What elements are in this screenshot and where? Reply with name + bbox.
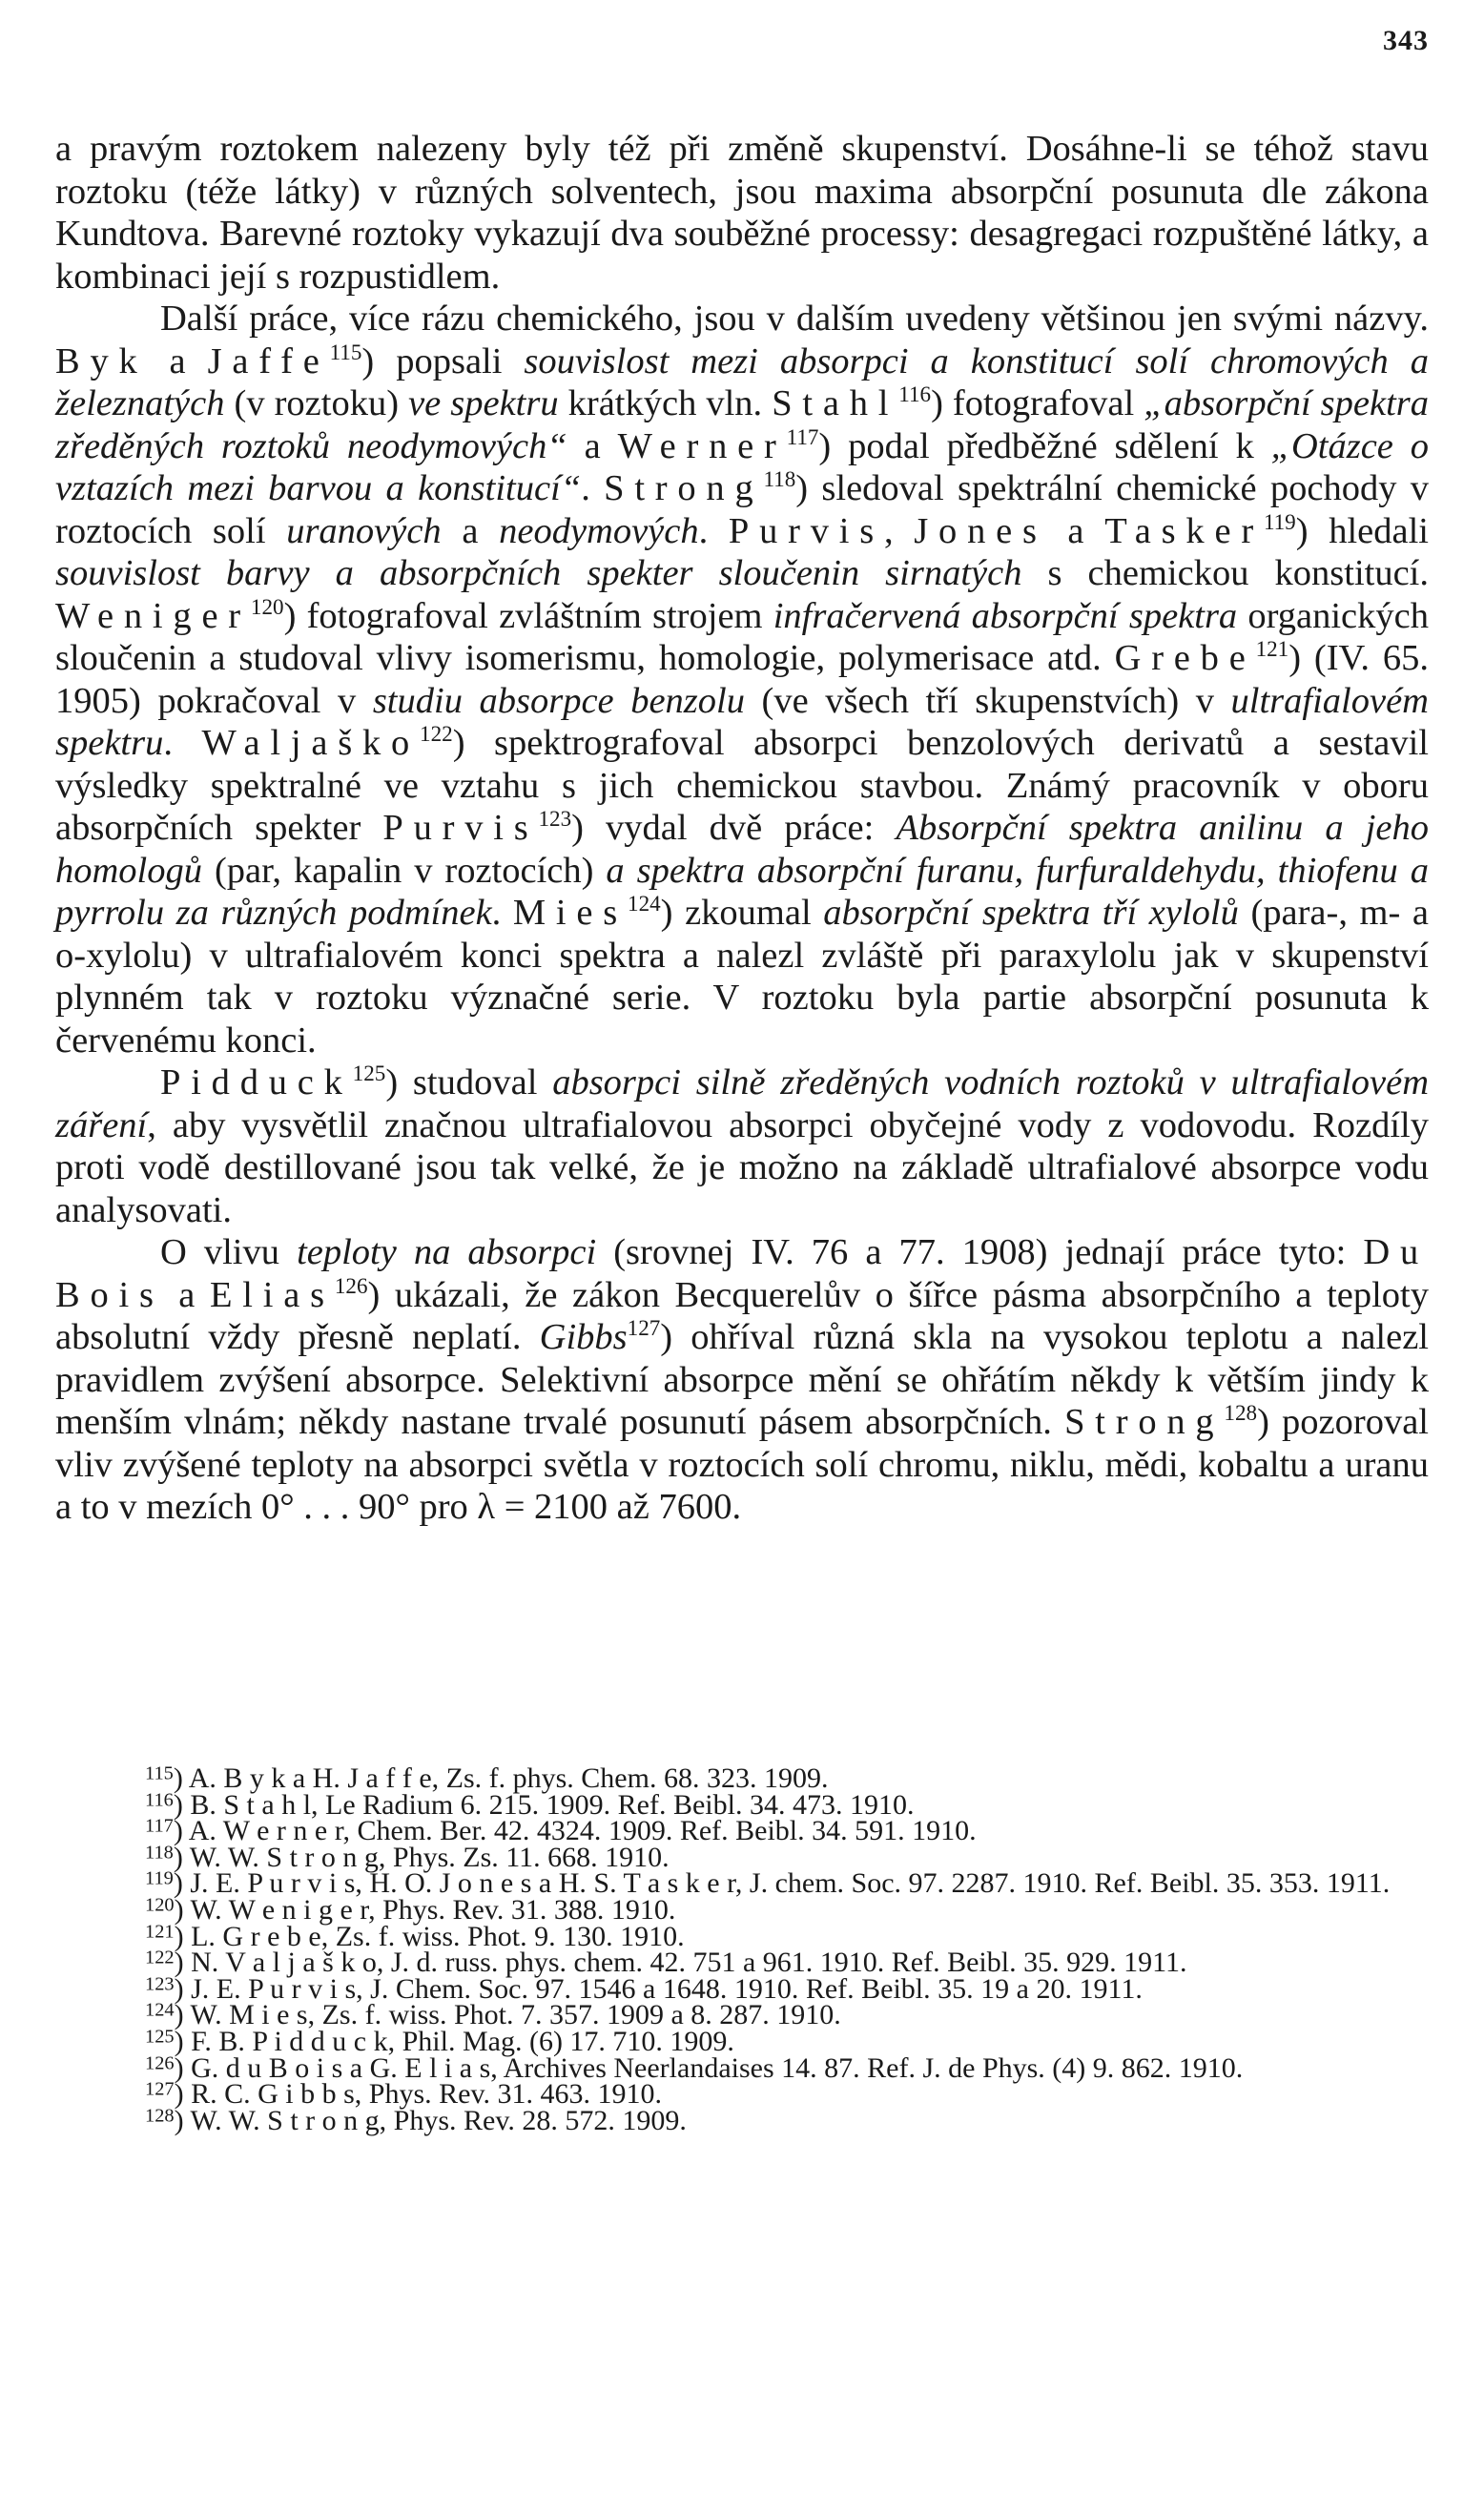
text-run: .	[163, 723, 202, 763]
footnote-number: 128	[145, 2105, 175, 2127]
author-name: Strong	[604, 468, 764, 508]
footnote-paren: )	[173, 1867, 191, 1900]
text-run: ) popsali	[361, 340, 525, 381]
footnote-number: 119	[145, 1867, 174, 1889]
italic-title: souvislost barvy a absorpčních spekter sloučenin sirnatých	[55, 553, 1022, 593]
text-run: a	[1046, 510, 1105, 551]
author-name: Grebe	[1114, 638, 1256, 678]
footnote-text: W. M i e s, Zs. f. wiss. Phot. 7. 357. 1909 a 8. 287. 1910.	[190, 1999, 841, 2031]
footnote-number: 126	[145, 2051, 175, 2073]
footnote	[55, 1893, 1429, 1926]
text-run: (par, kapalin v roztocích)	[202, 850, 607, 891]
footnote	[55, 2078, 1429, 2111]
author-name: Byk	[55, 340, 148, 381]
footnote	[55, 1999, 1429, 2031]
footnote-paren: )	[174, 2025, 192, 2057]
italic-title: Absorpční spektra anilinu a jeho homologů	[55, 808, 1430, 891]
italic-title: „Otázce o vztazích mezi barvou a konstitucí“	[55, 425, 1430, 508]
text-run: , aby vysvětlil značnou ultrafialovou absorpci obyčejné vody z vodovodu. Rozdíly proti vodě destillované jsou tak velké, že je možno na základě ultrafialové absorpce vodu analysovati.	[55, 1104, 1429, 1230]
text-run: ) fotografoval zvláštním strojem	[283, 595, 773, 636]
footnote-text: A. W e r n e r, Chem. Ber. 42. 4324. 1909. Ref. Beibl. 34. 591. 1910.	[188, 1815, 977, 1847]
footnote-ref: 120	[250, 593, 284, 619]
footnote-ref: 123	[538, 806, 572, 832]
text-run: krátkých vln.	[558, 383, 773, 423]
text-run: a	[147, 340, 208, 381]
footnote-ref: 117	[786, 423, 819, 449]
text-run: ) hledali	[1295, 510, 1429, 551]
text-run: a	[567, 425, 618, 466]
footnote-text: G. d u B o i s a G. E l i a s, Archives Neerlandaises 14. 87. Ref. J. de Phys. (4) 9. 862. 1910.	[191, 2051, 1244, 2084]
footnote-paren: )	[174, 1893, 191, 1926]
footnote-number: 122	[145, 1947, 175, 1968]
italic-title: Gibbs	[539, 1317, 628, 1357]
footnote	[55, 1920, 1429, 1952]
text-run: ) ohříval různá skla na vysokou teplotu a nalezl pravidlem zvýšení absorpce. Selektivní absorpce mění se ohřátím někdy k větším jindy k menším vlnám; někdy nastane trvalé posunutí pásem absorpčních.	[55, 1317, 1429, 1442]
author-name: Purvis	[728, 510, 884, 551]
italic-title: absorpční spektra tří xylolů	[823, 893, 1239, 933]
paragraph	[55, 1231, 1429, 1529]
footnote-paren: )	[173, 1788, 191, 1821]
footnote-ref: 121	[1255, 636, 1289, 662]
author-name: Pidduck	[160, 1062, 353, 1102]
footnote	[55, 1841, 1429, 1873]
footnote	[55, 2051, 1429, 2084]
footnote	[55, 1762, 1429, 1794]
text-run: ) ukázali, že zákon Becquerelův o šířce pásma absorpčního a teploty absolutní vždy přesně neplatí.	[55, 1274, 1429, 1357]
footnote-paren: )	[173, 1762, 189, 1794]
text-run: O vlivu	[160, 1232, 298, 1272]
footnote	[55, 1815, 1429, 1847]
footnote-number: 123	[145, 1973, 175, 1995]
footnotes	[55, 1762, 1429, 2136]
footnote	[55, 2104, 1429, 2136]
italic-title: teploty na absorpci	[297, 1232, 597, 1272]
author-name: Stahl	[772, 383, 899, 423]
text-run: a	[163, 1274, 210, 1315]
italic-title: studiu absorpce benzolu	[372, 680, 745, 721]
text-run: .	[491, 893, 513, 933]
footnote-number: 120	[145, 1894, 175, 1916]
footnote-text: L. G r e b e, Zs. f. wiss. Phot. 9. 130. 1910.	[191, 1920, 685, 1952]
footnote-text: W. W e n i g e r, Phys. Rev. 31. 388. 1910.	[190, 1893, 676, 1926]
footnote-number: 115	[145, 1762, 174, 1784]
footnote-text: J. E. P u r v i s, J. Chem. Soc. 97. 1546 a 1648. 1910. Ref. Beibl. 35. 19 a 20. 1911.	[191, 1972, 1143, 2005]
footnote-number: 121	[145, 1921, 175, 1942]
footnote-paren: )	[174, 1972, 192, 2005]
body-text	[55, 128, 1429, 1529]
text-run: ) podal předběžné sdělení k	[818, 425, 1271, 466]
footnote	[55, 1867, 1429, 1900]
text-run: .	[581, 468, 605, 508]
footnote-number: 116	[145, 1789, 174, 1811]
italic-title: ultrafialovém spektru	[55, 680, 1429, 763]
text-run: s chemickou konstitucí.	[1021, 553, 1430, 593]
text-run: ) studoval	[385, 1062, 553, 1102]
text-run: (v roztoku)	[224, 383, 409, 423]
text-run: organických sloučenin a studoval vlivy isomerismu, homologie, polymerisace atd.	[55, 595, 1429, 678]
text-run: ) pozoroval vliv zvýšené teploty na absorpci světla v roztocích solí chromu, niklu, mědi, kobaltu a uranu a to v mezích 0° . . . 90° pro λ = 2100 až 7600.	[55, 1402, 1430, 1527]
author-name: Elias	[209, 1274, 335, 1315]
author-name: Jaffe	[207, 340, 330, 381]
paragraph	[55, 1061, 1429, 1231]
footnote-ref: 116	[898, 381, 932, 407]
text-run: (srovnej IV. 76 a 77. 1908) jednají práce tyto:	[596, 1232, 1364, 1272]
footnote-paren: )	[174, 1920, 192, 1952]
text-run: ) zkoumal	[660, 893, 824, 933]
text-run: a	[441, 510, 500, 551]
italic-title: a spektra absorpční furanu, furfuraldehydu, thiofenu a pyrrolu za různých podmínek	[55, 850, 1429, 933]
text-run: ) (IV. 65. 1905) pokračoval v	[55, 638, 1429, 721]
footnote-text: R. C. G i b b s, Phys. Rev. 31. 463. 1910.	[191, 2078, 663, 2111]
footnote-paren: )	[173, 1815, 189, 1847]
text-run: ) fotografoval	[931, 383, 1144, 423]
author-name: Werner	[617, 425, 787, 466]
paragraph	[55, 128, 1429, 298]
italic-title: uranových	[286, 510, 442, 551]
paragraph	[55, 298, 1429, 1061]
footnote	[55, 1947, 1429, 1979]
text-run: .	[698, 510, 729, 551]
footnote-ref: 122	[420, 721, 453, 747]
author-name: Strong	[1064, 1402, 1225, 1442]
footnote-ref: 124	[628, 891, 661, 917]
author-name: Weniger	[55, 595, 251, 636]
footnote-number: 117	[145, 1815, 174, 1837]
author-name: Tasker	[1104, 510, 1264, 551]
footnote-text: W. W. S t r o n g, Phys. Rev. 28. 572. 1909.	[190, 2104, 687, 2136]
footnote-paren: )	[174, 2104, 191, 2136]
footnote-number: 125	[145, 2026, 175, 2048]
footnote-ref: 119	[1263, 508, 1296, 534]
italic-title: absorpci silně zředěných vodních roztoků v ultrafialovém záření	[55, 1062, 1429, 1145]
footnote	[55, 1972, 1429, 2005]
footnote-number: 118	[145, 1842, 174, 1864]
footnote	[55, 1788, 1429, 1821]
author-name: Waljaško	[201, 723, 421, 763]
footnote-paren: )	[174, 2051, 192, 2084]
page-number: 343	[1383, 25, 1429, 56]
footnote-paren: )	[174, 1999, 191, 2031]
footnote-ref: 126	[334, 1272, 368, 1298]
text-run: (ve všech tří skupenstvích) v	[744, 680, 1231, 721]
footnote-ref: 127	[627, 1315, 661, 1341]
italic-title: ve spektru	[408, 383, 559, 423]
footnote-text: F. B. P i d d u c k, Phil. Mag. (6) 17. 710. 1909.	[191, 2025, 734, 2057]
author-name: Jones	[914, 510, 1047, 551]
text-run: ,	[884, 510, 915, 551]
footnote-paren: )	[174, 2078, 192, 2111]
footnote-paren: )	[173, 1841, 190, 1873]
footnote-number: 124	[145, 1999, 175, 2021]
text-run: a pravým roztokem nalezeny byly též při změně skupenství. Dosáhne-li se téhož stavu roztoku (téže látky) v různých solventech, jsou maxima absorpční posunuta dle zákona Kundtova. Barevné roztoky vykazují dva souběžné processy: desagregaci rozpuštěné látky, a kombinaci její s rozpustidlem.	[55, 129, 1429, 297]
author-name: Du Bois	[55, 1232, 1429, 1315]
footnote-text: N. V a l j a š k o, J. d. russ. phys. chem. 42. 751 a 961. 1910. Ref. Beibl. 35. 929. 1911.	[191, 1947, 1187, 1979]
text-run: ) sledoval spektrální chemické pochody v roztocích solí	[55, 468, 1430, 551]
footnote-number: 127	[145, 2078, 175, 2100]
footnote-ref: 125	[352, 1061, 386, 1086]
text-run: ) spektrografoval absorpci benzolových derivatů a sestavil výsledky spektralné ve vztahu s jich chemickou stavbou. Známý pracovník v oboru absorpčních spekter	[55, 723, 1429, 848]
text-run: (para-, m- a o-xylolu) v ultrafialovém konci spektra a nalezl zvláště při paraxylolu jak v skupenství plynném tak v roztoku význačné serie. V roztoku byla partie absorpční posunuta k červenému konci.	[55, 893, 1430, 1061]
italic-title: „absorpční spektra zředěných roztoků neodymových“	[55, 383, 1430, 466]
footnote-ref: 118	[763, 466, 796, 492]
text-run: ) vydal dvě práce:	[571, 808, 897, 848]
footnote-text: A. B y k a H. J a f f e, Zs. f. phys. Chem. 68. 323. 1909.	[188, 1762, 829, 1794]
footnote-ref: 128	[1224, 1400, 1258, 1426]
author-name: Mies	[512, 893, 629, 933]
footnote	[55, 2025, 1429, 2057]
author-name: Purvis	[382, 808, 539, 848]
italic-title: souvislost mezi absorpci a konstitucí solí chromových a železnatých	[55, 340, 1429, 423]
text-run: Další práce, více rázu chemického, jsou v dalším uvedeny většinou jen svými názvy.	[160, 299, 1429, 339]
footnote-paren: )	[174, 1947, 192, 1979]
footnote-ref: 115	[329, 339, 362, 364]
italic-title: neodymových	[499, 510, 699, 551]
italic-title: infračervená absorpční spektra	[773, 595, 1238, 636]
footnote-text: B. S t a h l, Le Radium 6. 215. 1909. Ref. Beibl. 34. 473. 1910.	[190, 1788, 915, 1821]
footnote-text: J. E. P u r v i s, H. O. J o n e s a H. S. T a s k e r, J. chem. Soc. 97. 2287. 1910. Ref. Beibl. 35. 353. 1911.	[190, 1867, 1391, 1900]
footnote-text: W. W. S t r o n g, Phys. Zs. 11. 668. 1910.	[189, 1841, 670, 1873]
